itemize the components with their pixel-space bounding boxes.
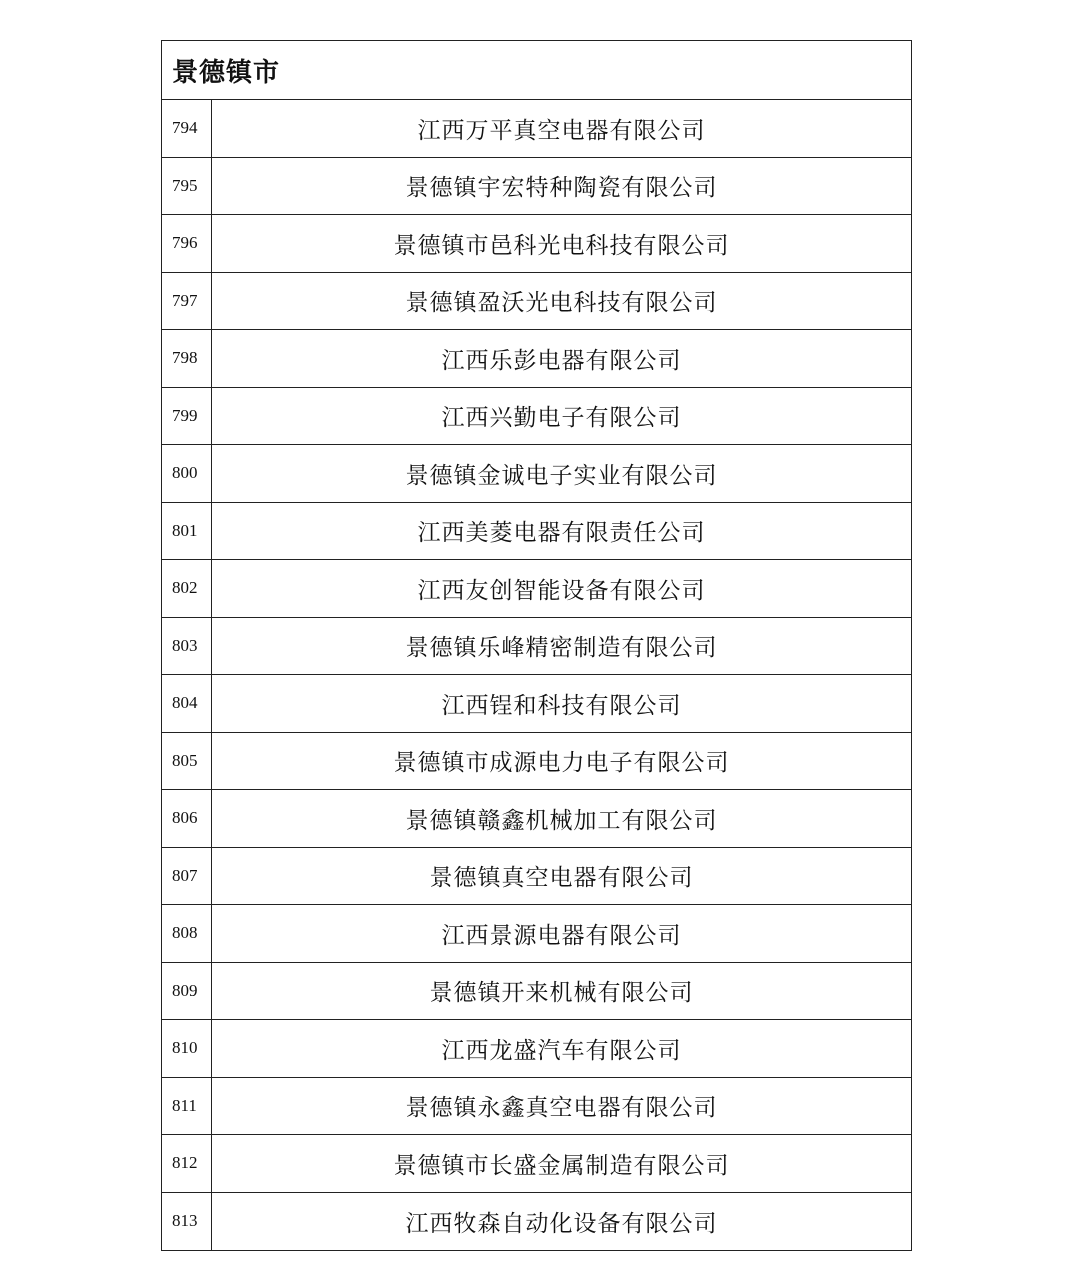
table-header — [162, 41, 911, 100]
row-number: 795 — [162, 158, 212, 215]
table-row — [162, 388, 911, 446]
table-row — [162, 790, 911, 848]
table-row — [162, 215, 911, 273]
table-row — [162, 905, 911, 963]
row-number: 813 — [162, 1193, 212, 1251]
table-body — [162, 100, 911, 1250]
company-name: 景德镇宇宏特种陶瓷有限公司 — [405, 175, 718, 202]
table-row — [162, 273, 911, 331]
company-name: 江西友创智能设备有限公司 — [417, 577, 706, 604]
row-number: 811 — [162, 1078, 212, 1135]
table-row — [162, 618, 911, 676]
row-number: 798 — [162, 330, 212, 387]
company-table — [161, 40, 912, 1251]
company-name: 江西乐彭电器有限公司 — [441, 347, 682, 374]
table-row — [162, 560, 911, 618]
row-number: 808 — [162, 905, 212, 962]
table-row — [162, 158, 911, 216]
row-number: 797 — [162, 273, 212, 330]
row-number: 806 — [162, 790, 212, 847]
company-name: 景德镇真空电器有限公司 — [429, 865, 694, 892]
table-row — [162, 963, 911, 1021]
company-name: 景德镇金诚电子实业有限公司 — [405, 462, 718, 489]
company-name: 江西万平真空电器有限公司 — [417, 117, 706, 144]
row-number: 805 — [162, 733, 212, 790]
row-number: 807 — [162, 848, 212, 905]
company-name: 江西景源电器有限公司 — [441, 922, 682, 949]
city-title: 景德镇市 — [172, 57, 281, 88]
company-name: 景德镇开来机械有限公司 — [429, 980, 694, 1007]
table-row — [162, 100, 911, 158]
table-row — [162, 675, 911, 733]
row-number: 801 — [162, 503, 212, 560]
table-row — [162, 733, 911, 791]
row-number: 800 — [162, 445, 212, 502]
company-name: 景德镇市邑科光电科技有限公司 — [393, 232, 730, 259]
company-name: 江西牧森自动化设备有限公司 — [405, 1210, 718, 1237]
company-name: 景德镇市成源电力电子有限公司 — [393, 750, 730, 777]
row-number: 794 — [162, 100, 212, 157]
company-name: 景德镇永鑫真空电器有限公司 — [405, 1095, 718, 1122]
company-name: 江西兴勤电子有限公司 — [441, 405, 682, 432]
table-row — [162, 1135, 911, 1193]
company-name: 江西美菱电器有限责任公司 — [417, 520, 706, 547]
row-number: 804 — [162, 675, 212, 732]
table-row — [162, 1193, 911, 1251]
table-row — [162, 330, 911, 388]
company-name: 景德镇市长盛金属制造有限公司 — [393, 1152, 730, 1179]
company-name: 江西龙盛汽车有限公司 — [441, 1037, 682, 1064]
row-number: 809 — [162, 963, 212, 1020]
row-number: 802 — [162, 560, 212, 617]
row-number: 803 — [162, 618, 212, 675]
table-row — [162, 1020, 911, 1078]
table-row — [162, 1078, 911, 1136]
table-row — [162, 445, 911, 503]
table-row — [162, 848, 911, 906]
table-row — [162, 503, 911, 561]
company-name: 景德镇乐峰精密制造有限公司 — [405, 635, 718, 662]
company-name: 景德镇赣鑫机械加工有限公司 — [405, 807, 718, 834]
company-name: 江西锃和科技有限公司 — [441, 692, 682, 719]
row-number: 812 — [162, 1135, 212, 1192]
row-number: 810 — [162, 1020, 212, 1077]
row-number: 796 — [162, 215, 212, 272]
row-number: 799 — [162, 388, 212, 445]
company-name: 景德镇盈沃光电科技有限公司 — [405, 290, 718, 317]
